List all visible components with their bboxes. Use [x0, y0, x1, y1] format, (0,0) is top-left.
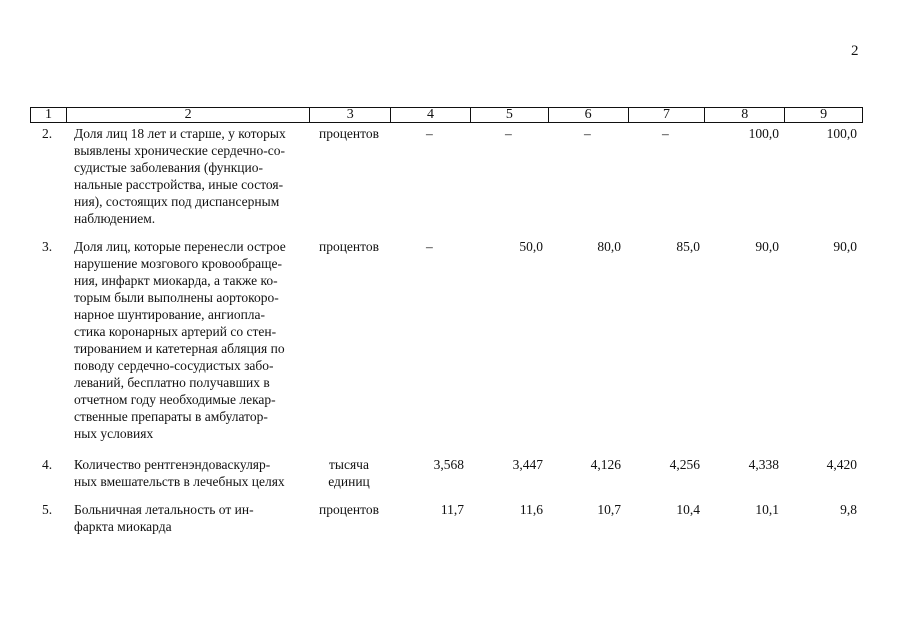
value-col-9: 100,0	[826, 126, 857, 141]
value-col-8: 4,338	[748, 457, 779, 472]
value-col-4: 11,7	[440, 502, 464, 517]
value-col-6: 10,7	[597, 502, 621, 517]
value-col-7: 4,256	[669, 457, 700, 472]
value-col-8: 90,0	[755, 239, 779, 254]
value-col-9: 90,0	[833, 239, 857, 254]
row-unit: процентов	[318, 502, 379, 517]
value-col-4: –	[426, 126, 433, 141]
value-col-7: 10,4	[676, 502, 700, 517]
header-col-2: 2	[67, 108, 310, 122]
value-col-7: 85,0	[676, 239, 700, 254]
value-col-7: –	[662, 126, 669, 141]
row-number: 5.	[42, 502, 53, 517]
value-col-4: 3,568	[433, 457, 464, 472]
value-col-4: –	[426, 239, 433, 254]
row-description: Доля лиц, которые перенесли острое нарушение мозгового кровообраще- ния, инфаркт миокарда, а также ко- торым были выполнены аортокоро- нарное шунтирование, ангиопла- стика коронарных артерий со стен- тированием и катетерная абляция по поводу сердечно-сосудистых забо- леваний, бесплатно получавших в отчетном году необходимые лекар- ственные препараты в амбулатор- ных условиях	[74, 239, 286, 441]
table-header-row	[30, 107, 863, 123]
row-number: 3.	[42, 239, 53, 254]
value-col-5: 50,0	[519, 239, 543, 254]
row-number: 4.	[42, 457, 53, 472]
row-description: Больничная летальность от ин- фаркта миокарда	[74, 502, 254, 534]
header-col-7: 7	[629, 108, 706, 122]
header-col-5: 5	[471, 108, 549, 122]
value-col-5: 11,6	[519, 502, 543, 517]
value-col-6: –	[584, 126, 591, 141]
header-col-9: 9	[820, 107, 828, 122]
row-description: Количество рентгенэндоваскуляр- ных вмешательств в лечебных целях	[74, 457, 285, 489]
value-col-5: 3,447	[512, 457, 543, 472]
row-description: Доля лиц 18 лет и старше, у которых выявлены хронические сердечно-со- судистые заболевания (функцио- нальные расстройства, иные состоя- ния), состоящих под диспансерным наблюдением.	[74, 126, 286, 226]
value-col-9: 4,420	[826, 457, 857, 472]
value-col-5: –	[505, 126, 512, 141]
page-number: 2	[851, 43, 859, 59]
value-col-8: 10,1	[755, 502, 779, 517]
value-col-8: 100,0	[748, 126, 779, 141]
value-col-6: 4,126	[590, 457, 621, 472]
row-unit: процентов	[318, 126, 379, 141]
value-col-6: 80,0	[597, 239, 621, 254]
row-unit: процентов	[318, 239, 379, 254]
value-col-9: 9,8	[840, 502, 857, 517]
header-col-1: 1	[31, 108, 67, 122]
row-number: 2.	[42, 126, 53, 141]
header-col-3: 3	[310, 108, 391, 122]
header-col-6: 6	[549, 108, 629, 122]
header-col-4: 4	[391, 108, 471, 122]
row-unit: тысяча единиц	[328, 457, 370, 489]
header-col-8: 8	[705, 108, 785, 122]
